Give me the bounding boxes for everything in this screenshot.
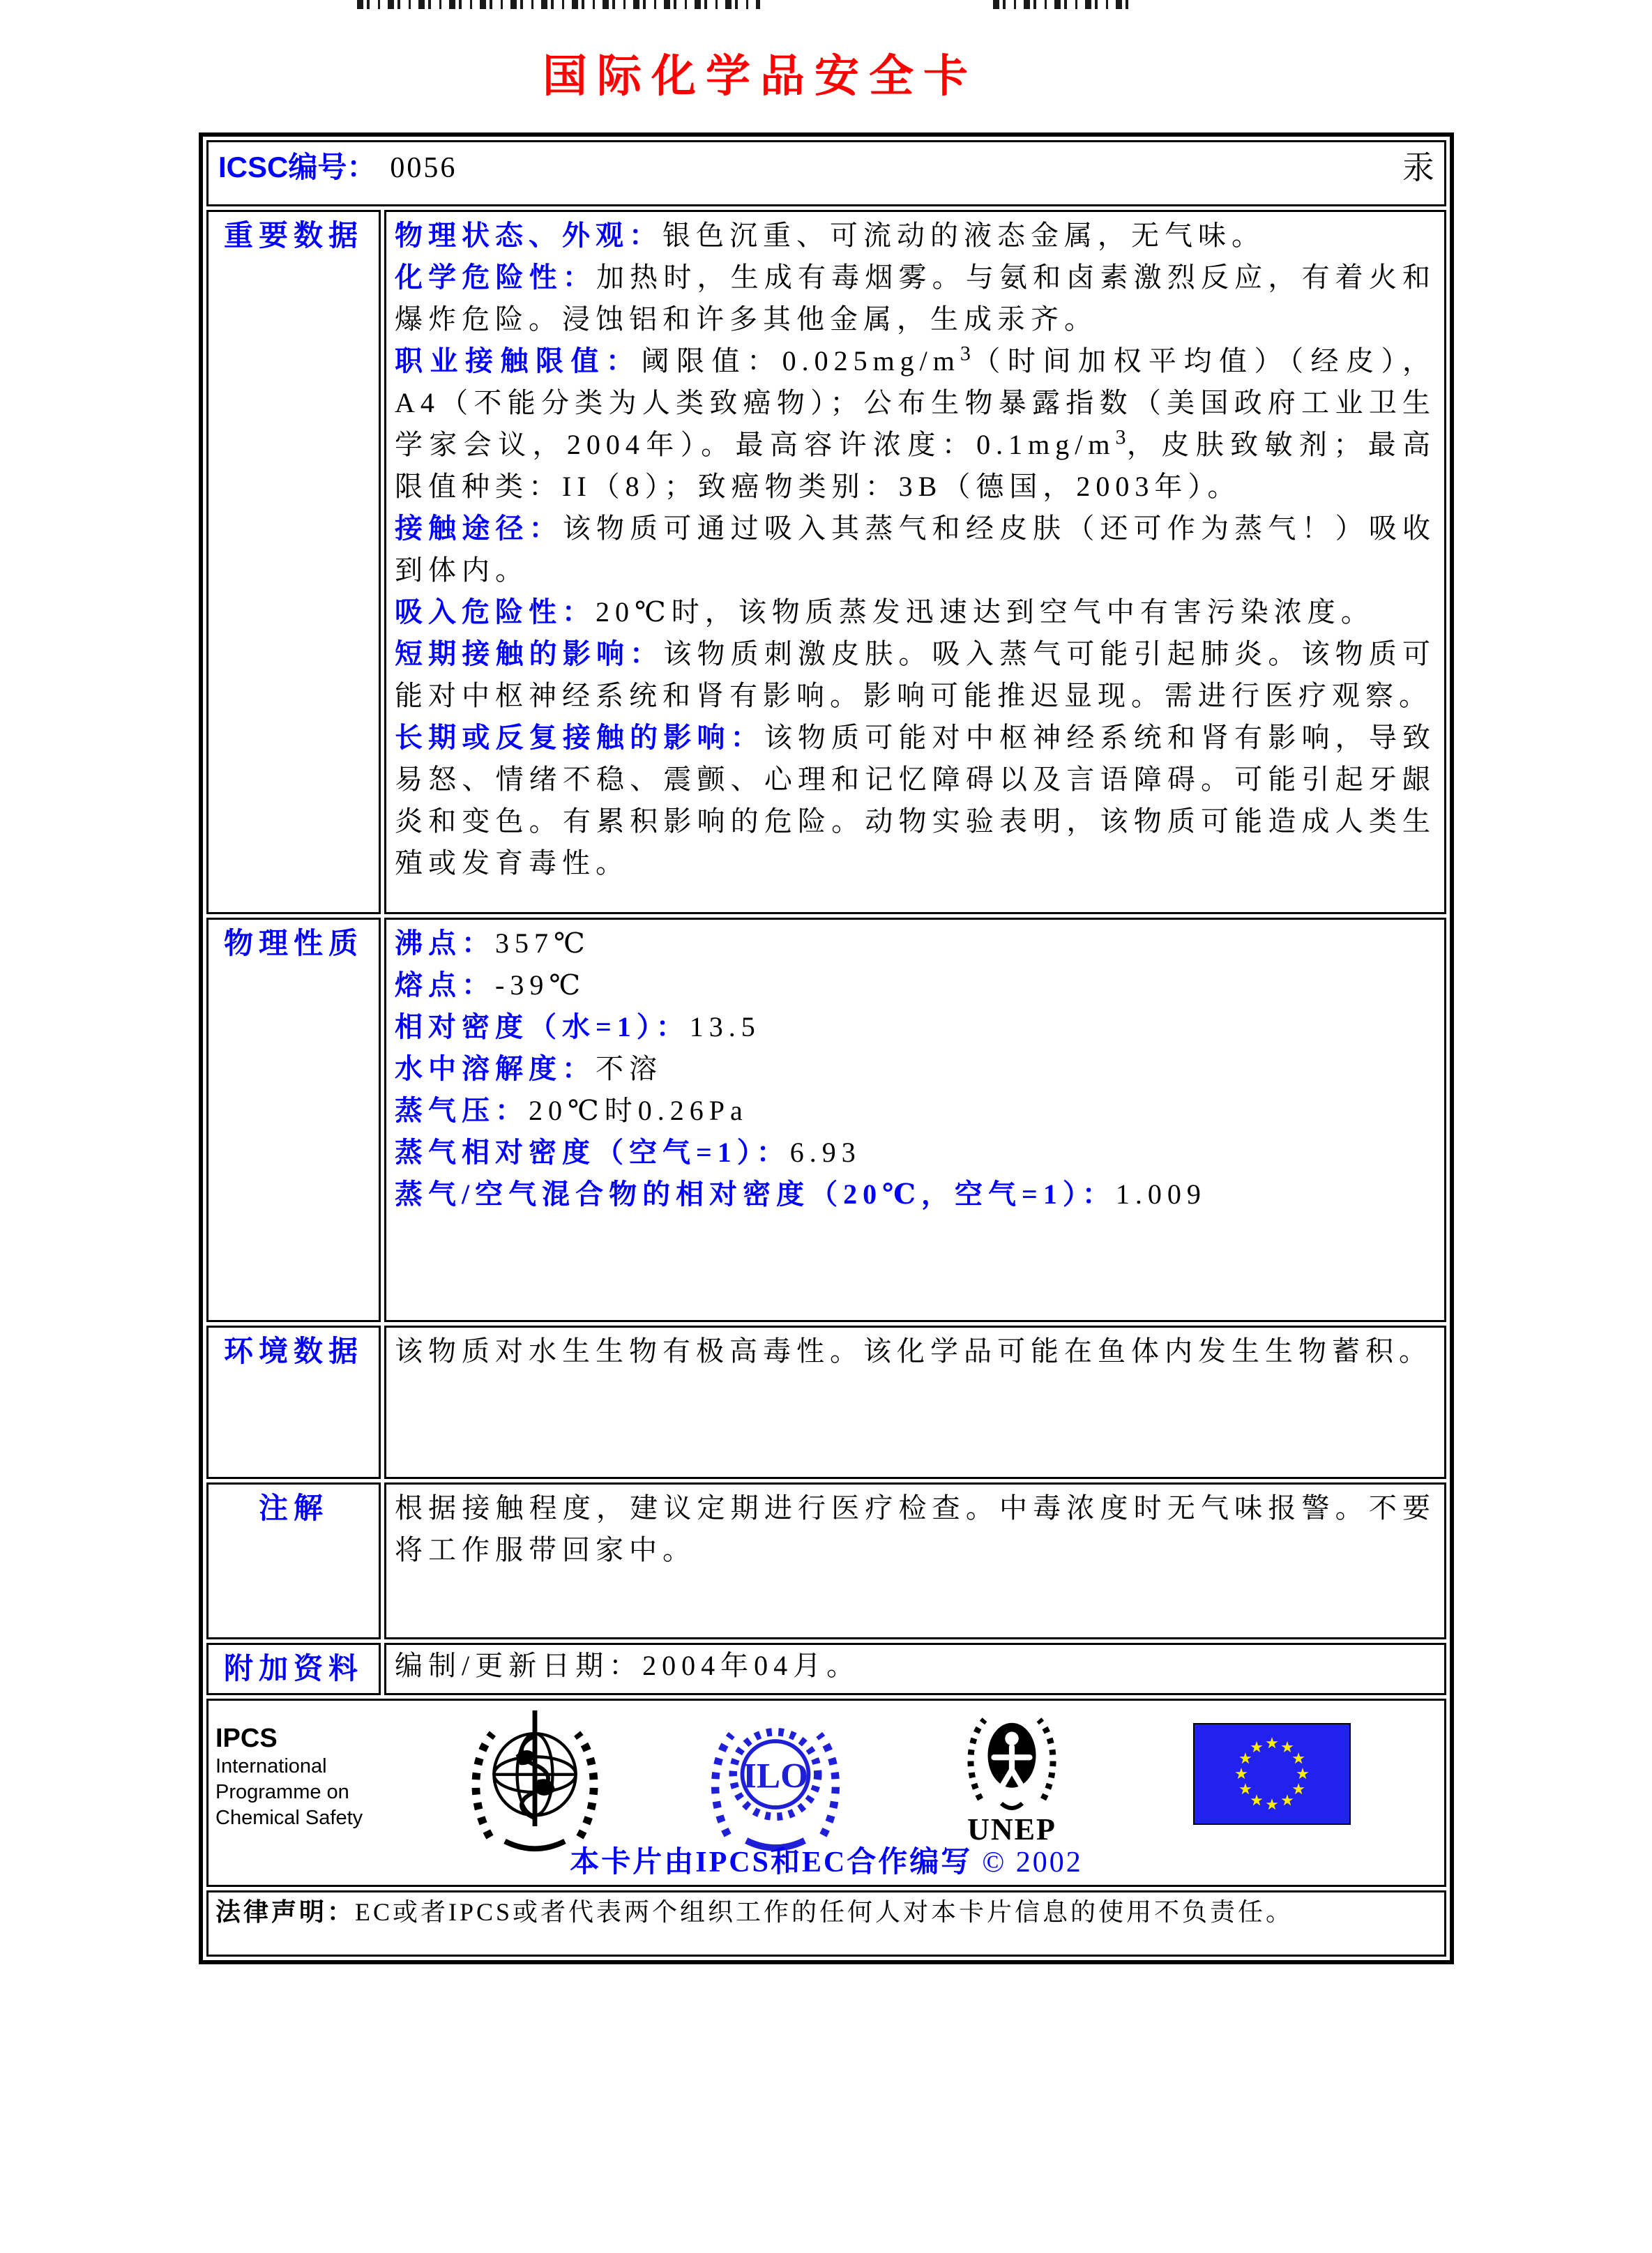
paragraph xyxy=(395,1132,1436,1174)
paragraph xyxy=(395,923,1436,964)
field-text: 6.93 xyxy=(789,1137,861,1168)
field-label: 长期或反复接触的影响： xyxy=(395,722,764,753)
section-label-environmental-data: 环境数据 xyxy=(223,1335,363,1367)
field-text: 3 xyxy=(960,342,971,365)
field-text: 3 xyxy=(1115,425,1126,449)
additional-info-content-cell xyxy=(384,1643,1446,1695)
important-data-content-cell xyxy=(384,210,1446,914)
paragraph xyxy=(395,257,1436,340)
field-text: 13.5 xyxy=(689,1011,761,1042)
ipcs-subtitle-line: Chemical Safety xyxy=(215,1807,363,1829)
ipcs-title: IPCS xyxy=(215,1724,278,1753)
icsc-number-label: ICSC编号： xyxy=(218,151,377,183)
field-text: ，皮肤致敏剂；最高限值种类：II（8）；致癌物类别：3B（德国，2003年）。 xyxy=(395,429,1437,502)
field-label: 蒸气相对密度（空气=1）： xyxy=(395,1137,790,1168)
field-text: 20℃时，该物质蒸发迅速达到空气中有害污染浓度。 xyxy=(596,596,1374,628)
ipcs-text-block xyxy=(215,1723,363,1831)
notes-text: 根据接触程度，建议定期进行医疗检查。中毒浓度时无气味报警。不要将工作服带回家中。 xyxy=(395,1492,1436,1565)
field-text: 阈限值：0.025mg/m xyxy=(641,345,960,377)
field-text: -39℃ xyxy=(495,969,586,1001)
paragraph xyxy=(395,633,1436,717)
field-label: 沸点： xyxy=(395,927,495,959)
icsc-header-row xyxy=(206,140,1446,206)
icsc-header-cell xyxy=(206,140,1446,206)
paragraph xyxy=(395,508,1436,591)
field-label: 蒸气压： xyxy=(395,1095,529,1126)
notes-content-cell xyxy=(384,1482,1446,1639)
field-label: 吸入危险性： xyxy=(395,596,596,628)
notes-label-cell xyxy=(206,1482,381,1639)
important-data-row xyxy=(206,210,1446,914)
paragraph xyxy=(395,591,1436,633)
paragraph xyxy=(395,215,1436,257)
paragraph xyxy=(395,717,1436,884)
environmental-data-row xyxy=(206,1326,1446,1479)
icsc-card-table xyxy=(199,132,1454,1964)
icsc-number-value: 0056 xyxy=(390,152,457,184)
field-label: 相对密度（水=1）： xyxy=(395,1011,690,1042)
credit-text: 本卡片由IPCS和EC合作编写 xyxy=(570,1846,973,1879)
who-logo-icon xyxy=(467,1706,603,1860)
section-label-physical-properties: 物理性质 xyxy=(223,927,363,959)
field-label: 蒸气/空气混合物的相对密度（20℃，空气=1）： xyxy=(395,1178,1116,1210)
field-text: 该物质可通过吸入其蒸气和经皮肤（还可作为蒸气！）吸收到体内。 xyxy=(395,513,1437,586)
paragraph xyxy=(395,1048,1436,1090)
field-text: 不溶 xyxy=(596,1053,662,1084)
logos-row xyxy=(206,1699,1446,1887)
field-label: 职业接触限值： xyxy=(395,345,642,377)
physical-properties-row xyxy=(206,918,1446,1322)
field-label: 物理状态、外观： xyxy=(395,220,662,251)
clipped-text-fragment xyxy=(357,0,760,9)
icsc-number-group xyxy=(218,144,457,186)
clipped-text-fragment xyxy=(993,0,1134,9)
field-label: 短期接触的影响： xyxy=(395,638,664,669)
credit-line xyxy=(209,1839,1444,1881)
environmental-data-text: 该物质对水生生物有极高毒性。该化学品可能在鱼体内发生生物蓄积。 xyxy=(395,1335,1432,1367)
paragraph xyxy=(395,964,1436,1006)
unep-logo-icon xyxy=(939,1706,1085,1847)
disclaimer-row xyxy=(206,1890,1446,1957)
environmental-data-content-cell xyxy=(384,1326,1446,1479)
field-text: 1.009 xyxy=(1115,1178,1206,1210)
ilo-letters: ILO xyxy=(742,1756,809,1796)
eu-flag-icon xyxy=(1193,1723,1351,1828)
field-text: 20℃时0.26Pa xyxy=(529,1095,748,1126)
substance-name: 汞 xyxy=(1402,150,1434,185)
field-text: 357℃ xyxy=(495,927,591,959)
field-text: （时间加权平均值）（经皮），A4（不能分类为人类致癌物）；公布生物暴露指数（美国政府工业卫生学家会议，2004年）。最高容许浓度：0.1mg/m xyxy=(395,345,1437,460)
section-label-important-data: 重要数据 xyxy=(223,219,363,252)
notes-row xyxy=(206,1482,1446,1639)
field-label: 水中溶解度： xyxy=(395,1053,596,1084)
additional-info-row xyxy=(206,1643,1446,1695)
field-text: 加热时，生成有毒烟雾。与氨和卤素激烈反应，有着火和爆炸危险。浸蚀铝和许多其他金属，生成汞齐。 xyxy=(395,261,1436,335)
paragraph xyxy=(395,1174,1436,1215)
field-text: 银色沉重、可流动的液态金属，无气味。 xyxy=(662,220,1265,251)
disclaimer-label: 法律声明： xyxy=(215,1898,356,1926)
section-label-additional-info: 附加资料 xyxy=(223,1652,363,1685)
ipcs-subtitle-line: International xyxy=(215,1755,327,1777)
disclaimer-cell xyxy=(206,1890,1446,1957)
additional-info-text: 编制/更新日期：2004年04月。 xyxy=(395,1650,861,1681)
important-data-label-cell xyxy=(206,210,381,914)
field-text: 该物质刺激皮肤。吸入蒸气可能引起肺炎。该物质可能对中枢神经系统和肾有影响。影响可能推迟显现。需进行医疗观察。 xyxy=(395,638,1437,711)
credit-year: © 2002 xyxy=(982,1846,1083,1879)
disclaimer-text: EC或者IPCS或者代表两个组织工作的任何人对本卡片信息的使用不负责任。 xyxy=(355,1898,1294,1926)
field-label: 接触途径： xyxy=(395,513,563,544)
paragraph xyxy=(395,340,1436,508)
ipcs-subtitle-line: Programme on xyxy=(215,1781,349,1803)
physical-properties-content-cell xyxy=(384,918,1446,1322)
field-label: 熔点： xyxy=(395,969,495,1001)
unep-label: UNEP xyxy=(967,1812,1056,1846)
environmental-data-label-cell xyxy=(206,1326,381,1479)
paragraph xyxy=(395,1006,1436,1048)
field-label: 化学危险性： xyxy=(395,261,596,293)
section-label-notes: 注解 xyxy=(258,1492,328,1524)
important-data-content xyxy=(395,215,1436,884)
additional-info-label-cell xyxy=(206,1643,381,1695)
physical-properties-label-cell xyxy=(206,918,381,1322)
logos-cell xyxy=(206,1699,1446,1887)
page-title: 国际化学品安全卡 xyxy=(543,52,978,101)
physical-properties-content xyxy=(395,923,1436,1215)
ilo-logo-icon xyxy=(709,1708,842,1858)
paragraph xyxy=(395,1090,1436,1132)
field-text: 该物质可能对中枢神经系统和肾有影响，导致易怒、情绪不稳、震颤、心理和记忆障碍以及言语障碍。可能引起牙龈炎和变色。有累积影响的危险。动物实验表明，该物质可能造成人类生殖或发育毒性。 xyxy=(395,722,1437,879)
